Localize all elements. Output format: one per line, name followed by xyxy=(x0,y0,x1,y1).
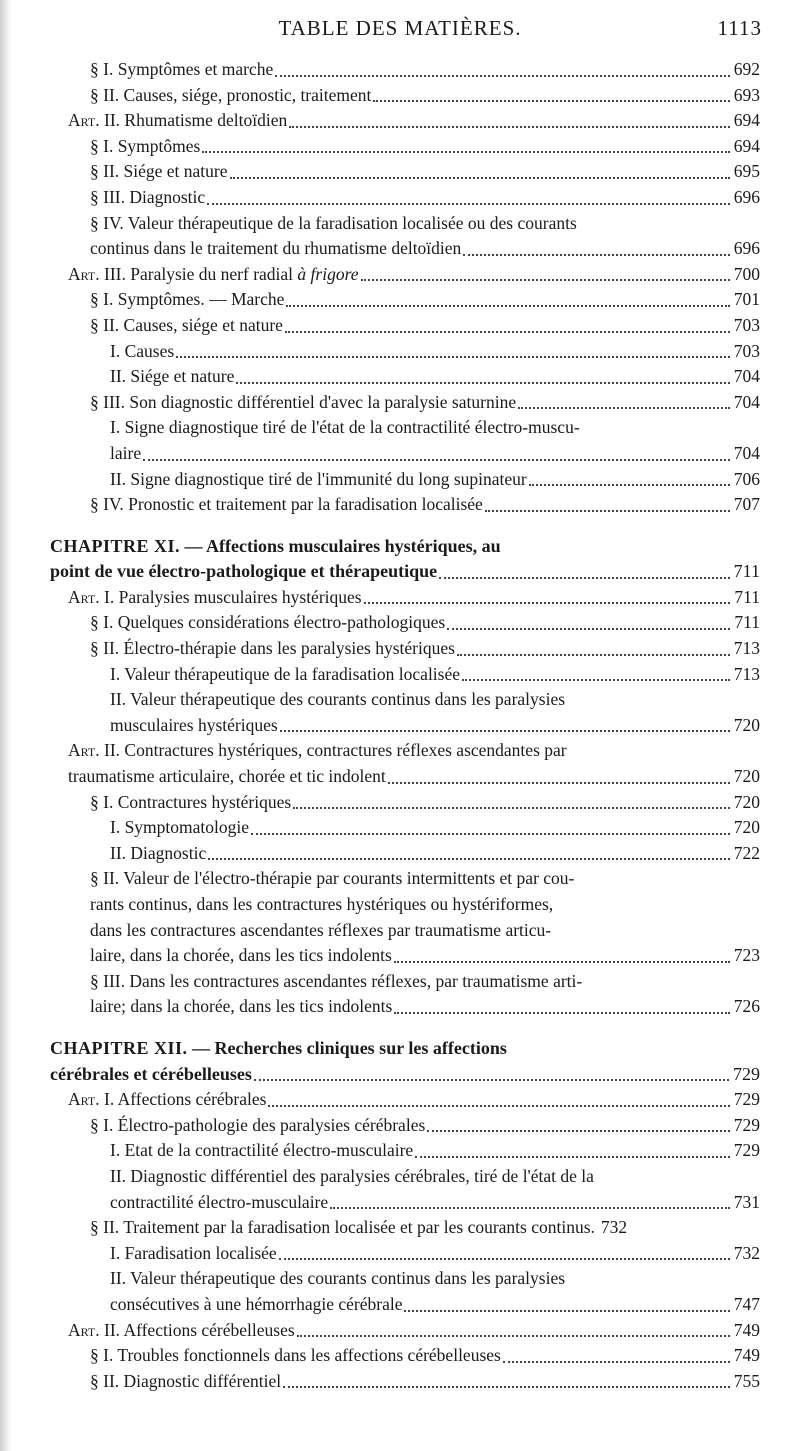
toc-entry: § III. Diagnostic 696 xyxy=(90,186,760,207)
toc-subentry: I. Symptomatologie 720 xyxy=(110,817,760,838)
leader-dots xyxy=(176,350,730,358)
toc-article: Art. III. Paralysie du nerf radial à frigore 700 xyxy=(68,263,760,284)
page-binding-edge xyxy=(0,0,14,1451)
leader-dots xyxy=(268,1099,729,1107)
leader-dots xyxy=(485,504,730,512)
toc-article: Art. II. Rhumatisme deltoïdien 694 xyxy=(68,110,760,131)
leader-dots xyxy=(280,724,730,732)
leader-dots xyxy=(463,248,729,256)
toc-entry-multiline: § III. Dans les contractures ascendantes réflexes, par traumatisme arti- laire; dans la chorée, dans les tics indolents 726 xyxy=(90,970,760,1017)
leader-dots xyxy=(293,801,730,809)
toc-subentry: I. Etat de la contractilité électro-musculaire 729 xyxy=(110,1140,760,1161)
leader-dots xyxy=(388,776,730,784)
leader-dots xyxy=(207,197,730,205)
toc-subentry: I. Valeur thérapeutique de la faradisation localisée 713 xyxy=(110,663,760,684)
toc-subentry: II. Signe diagnostique tiré de l'immunité du long supinateur 706 xyxy=(110,468,760,489)
toc-chapter-heading: CHAPITRE XII. — Recherches cliniques sur les affections cérébrales et cérébelleuses 729 xyxy=(50,1037,760,1084)
leader-dots xyxy=(439,571,730,579)
toc-article-multiline: Art. II. Contractures hystériques, contractures réflexes ascendantes par traumatisme articulaire, chorée et tic indolent 720 xyxy=(68,740,760,787)
leader-dots xyxy=(208,852,730,860)
leader-dots xyxy=(361,273,730,281)
leader-dots xyxy=(275,69,730,77)
leader-dots xyxy=(289,120,730,128)
leader-dots xyxy=(503,1355,730,1363)
toc-entry: § II. Causes, siége, pronostic, traitement 693 xyxy=(90,84,760,105)
toc-entry: § II. Diagnostic différentiel 755 xyxy=(90,1370,760,1391)
leader-dots xyxy=(202,145,729,153)
leader-dots xyxy=(283,1380,730,1388)
leader-dots xyxy=(364,596,730,604)
toc-subentry: I. Causes 703 xyxy=(110,340,760,361)
leader-dots xyxy=(285,325,730,333)
leader-dots xyxy=(230,171,730,179)
table-of-contents xyxy=(50,57,760,1394)
toc-entry: § II. Électro-thérapie dans les paralysies hystériques 713 xyxy=(90,638,760,659)
running-header xyxy=(0,12,800,48)
leader-dots xyxy=(251,827,730,835)
leader-dots xyxy=(462,673,730,681)
toc-subentry-multiline: I. Signe diagnostique tiré de l'état de la contractilité électro-muscu- laire 704 xyxy=(110,417,760,463)
toc-article: Art. I. Paralysies musculaires hystériques 711 xyxy=(68,586,760,607)
toc-subentry: II. Diagnostic 722 xyxy=(110,842,760,863)
toc-entry: § II. Causes, siége et nature 703 xyxy=(90,314,760,335)
toc-entry: § I. Troubles fonctionnels dans les affections cérébelleuses 749 xyxy=(90,1345,760,1366)
leader-dots xyxy=(394,955,730,963)
leader-dots xyxy=(373,94,729,102)
toc-subentry: I. Faradisation localisée 732 xyxy=(110,1242,760,1263)
toc-subentry: II. Siége et nature 704 xyxy=(110,366,760,387)
toc-subentry-multiline: II. Valeur thérapeutique des courants continus dans les paralysies consécutives à une hémorrhagie cérébrale 747 xyxy=(110,1268,760,1314)
leader-dots xyxy=(143,453,730,461)
toc-entry: § I. Symptômes 694 xyxy=(90,135,760,156)
leader-dots xyxy=(254,1073,729,1081)
toc-entry-multiline: § II. Valeur de l'électro-thérapie par courants intermittents et par cou- rants continus, dans les contractures hystériques ou hystériformes, dans les contractures ascendantes réflexes par traumatisme articu- laire, dans la chorée, dans les tics indolents 723 xyxy=(90,868,760,966)
leader-dots xyxy=(427,1124,729,1132)
toc-article: Art. I. Affections cérébrales 729 xyxy=(68,1089,760,1110)
toc-entry: § I. Contractures hystériques 720 xyxy=(90,791,760,812)
toc-article: Art. II. Affections cérébelleuses 749 xyxy=(68,1319,760,1340)
leader-dots xyxy=(415,1150,730,1158)
toc-entry: § I. Symptômes. — Marche 701 xyxy=(90,289,760,310)
header-title: TABLE DES MATIÈRES. xyxy=(278,16,522,40)
toc-entry: § I. Électro-pathologie des paralysies cérébrales 729 xyxy=(90,1114,760,1135)
toc-entry: § III. Son diagnostic différentiel d'avec la paralysie saturnine 704 xyxy=(90,391,760,412)
leader-dots xyxy=(518,401,730,409)
toc-entry: § II. Siége et nature 695 xyxy=(90,161,760,182)
toc-entry: § II. Traitement par la faradisation localisée et par les courants continus. 732 xyxy=(90,1217,628,1238)
toc-subentry-multiline: II. Diagnostic différentiel des paralysies cérébrales, tiré de l'état de la contractilité électro-musculaire 731 xyxy=(110,1165,760,1212)
leader-dots xyxy=(330,1201,730,1209)
toc-chapter-heading: CHAPITRE XI. — Affections musculaires hystériques, au point de vue électro-pathologique et thérapeutique 711 xyxy=(50,535,760,582)
toc-entry: § IV. Pronostic et traitement par la faradisation localisée 707 xyxy=(90,494,760,515)
leader-dots xyxy=(279,1252,730,1260)
header-page-number: 1113 xyxy=(717,16,762,40)
toc-entry: § I. Symptômes et marche 692 xyxy=(90,59,760,79)
leader-dots xyxy=(457,648,730,656)
leader-dots xyxy=(394,1006,729,1014)
leader-dots xyxy=(447,622,730,630)
leader-dots xyxy=(297,1329,730,1337)
leader-dots xyxy=(404,1304,729,1312)
toc-entry-multiline: § IV. Valeur thérapeutique de la faradisation localisée ou des courants continus dans le traitement du rhumatisme deltoïdien 696 xyxy=(90,212,760,259)
leader-dots xyxy=(529,478,730,486)
toc-subentry-multiline: II. Valeur thérapeutique des courants continus dans les paralysies musculaires hystériques 720 xyxy=(110,689,760,735)
leader-dots xyxy=(286,299,729,307)
toc-entry: § I. Quelques considérations électro-pathologiques 711 xyxy=(90,612,760,633)
leader-dots xyxy=(236,376,729,384)
